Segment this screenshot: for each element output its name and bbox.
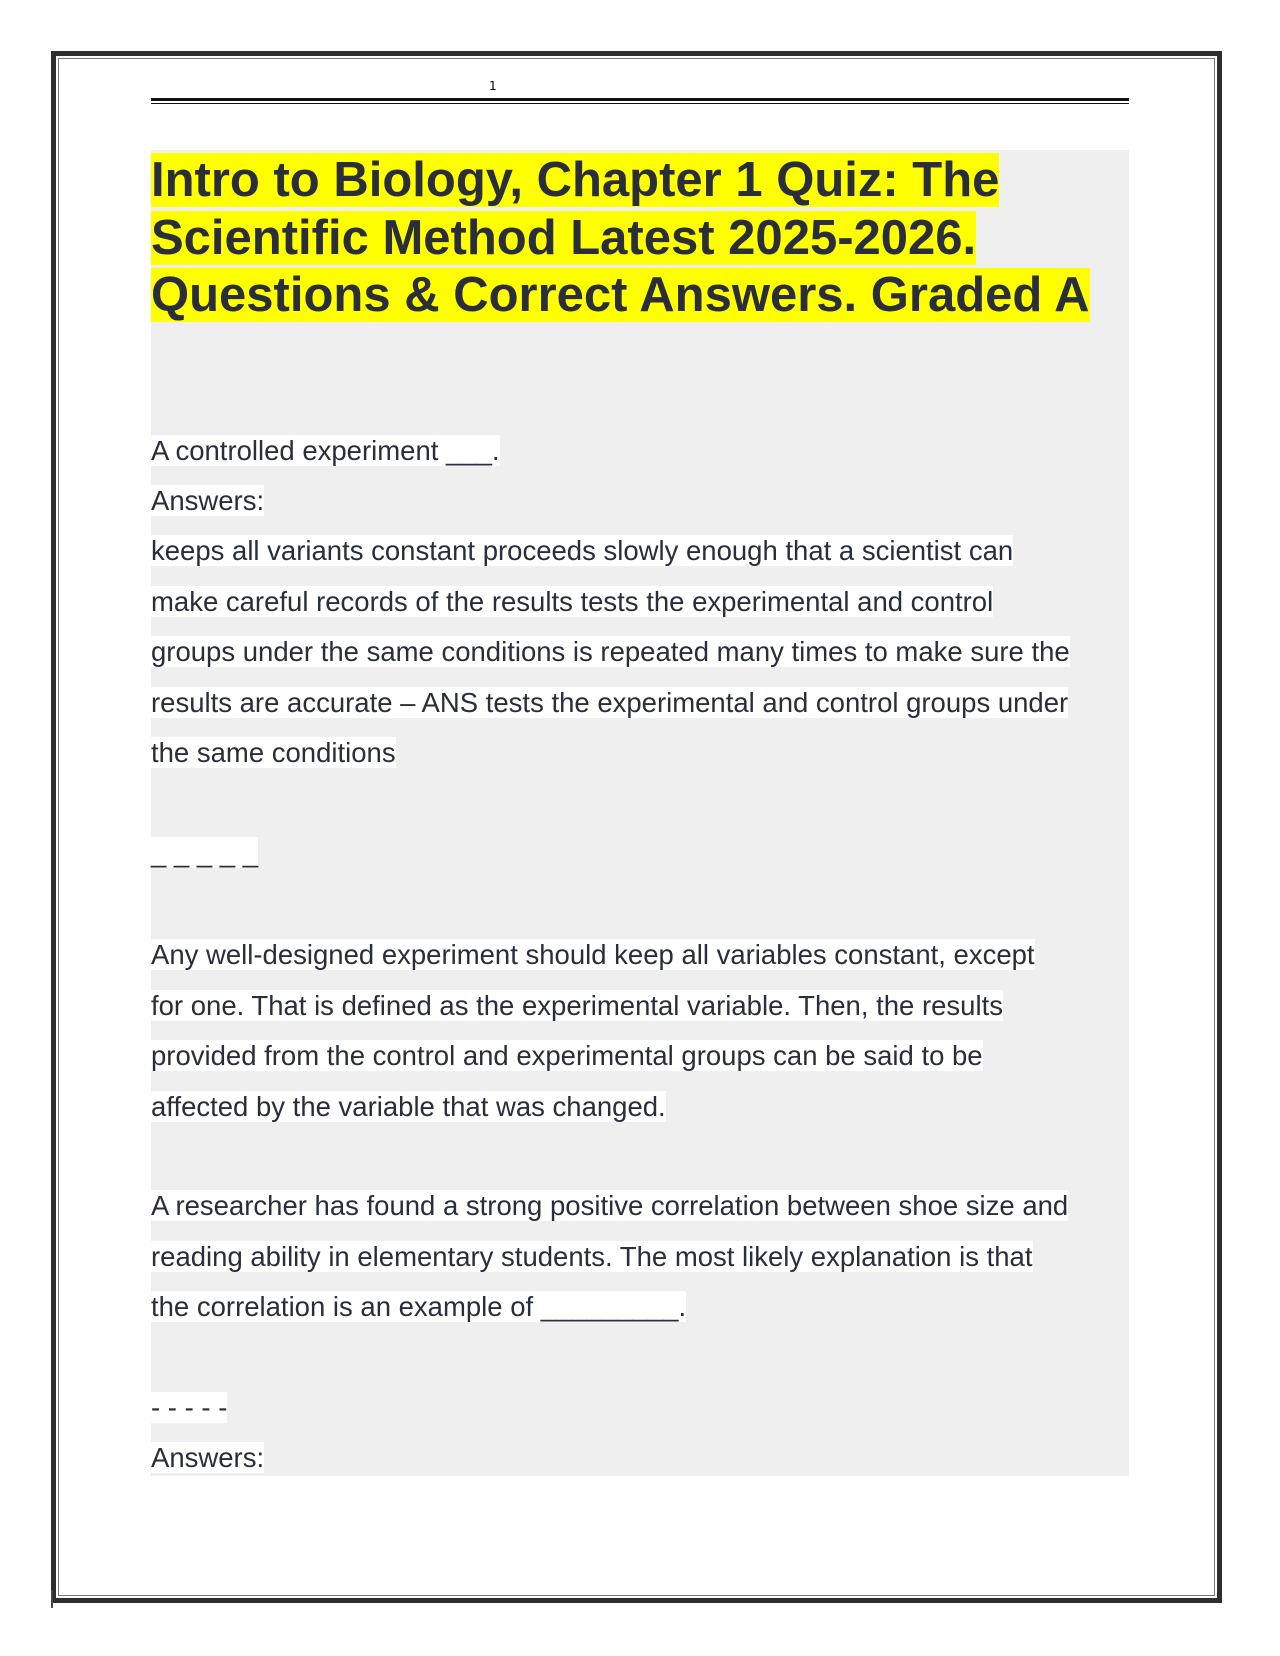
separator-text: _ _ _ _ _ [151, 837, 259, 868]
question-1-answer [151, 526, 1129, 779]
explanation-line: affected by the variable that was changed. [151, 1090, 666, 1122]
header-rule-thin [151, 103, 1129, 104]
answer-line: keeps all variants constant proceeds slowly enough that a scientist can [151, 535, 1014, 566]
question-1-prompt [151, 426, 1129, 477]
question-2-line: reading ability in elementary students. The most likely explanation is that [151, 1240, 1033, 1272]
title-line: Intro to Biology, Chapter 1 Quiz: The [151, 153, 1000, 207]
separator-2 [151, 1383, 1129, 1434]
page-number: 1 [489, 79, 497, 93]
header-rule-thick [151, 98, 1129, 101]
separator-1 [151, 828, 1129, 879]
margin-mark [51, 1590, 53, 1608]
explanation-line: Any well-designed experiment should keep all variables constant, except [151, 939, 1035, 970]
question-1-answers-label [151, 476, 1129, 527]
answers-label: Answers: [151, 1442, 265, 1473]
question-2-prompt [151, 1181, 1129, 1333]
explanation-line: for one. That is defined as the experimental variable. Then, the results [151, 989, 1003, 1021]
answer-line: results are accurate – ANS tests the experimental and control groups under [151, 686, 1069, 718]
explanation [151, 930, 1129, 1132]
explanation-line: provided from the control and experimental groups can be said to be [151, 1040, 983, 1071]
answer-line: groups under the same conditions is repeated many times to make sure the [151, 636, 1070, 667]
question-2-line: the correlation is an example of _________. [151, 1291, 687, 1322]
document-content [151, 150, 1129, 1476]
answer-line: the same conditions [151, 737, 396, 768]
question-1-text: A controlled experiment ___. [151, 435, 500, 466]
question-2-answers-label [151, 1433, 1129, 1484]
page-header [151, 74, 1129, 104]
answers-label: Answers: [151, 485, 265, 516]
question-2-line: A researcher has found a strong positive correlation between shoe size and [151, 1190, 1069, 1221]
separator-text: - - - - - [151, 1392, 228, 1423]
answer-line: make careful records of the results tests the experimental and control [151, 585, 994, 617]
document-title [151, 152, 1129, 325]
title-line: Scientific Method Latest 2025-2026. [151, 210, 977, 265]
title-line: Questions & Correct Answers. Graded A [151, 268, 1090, 322]
